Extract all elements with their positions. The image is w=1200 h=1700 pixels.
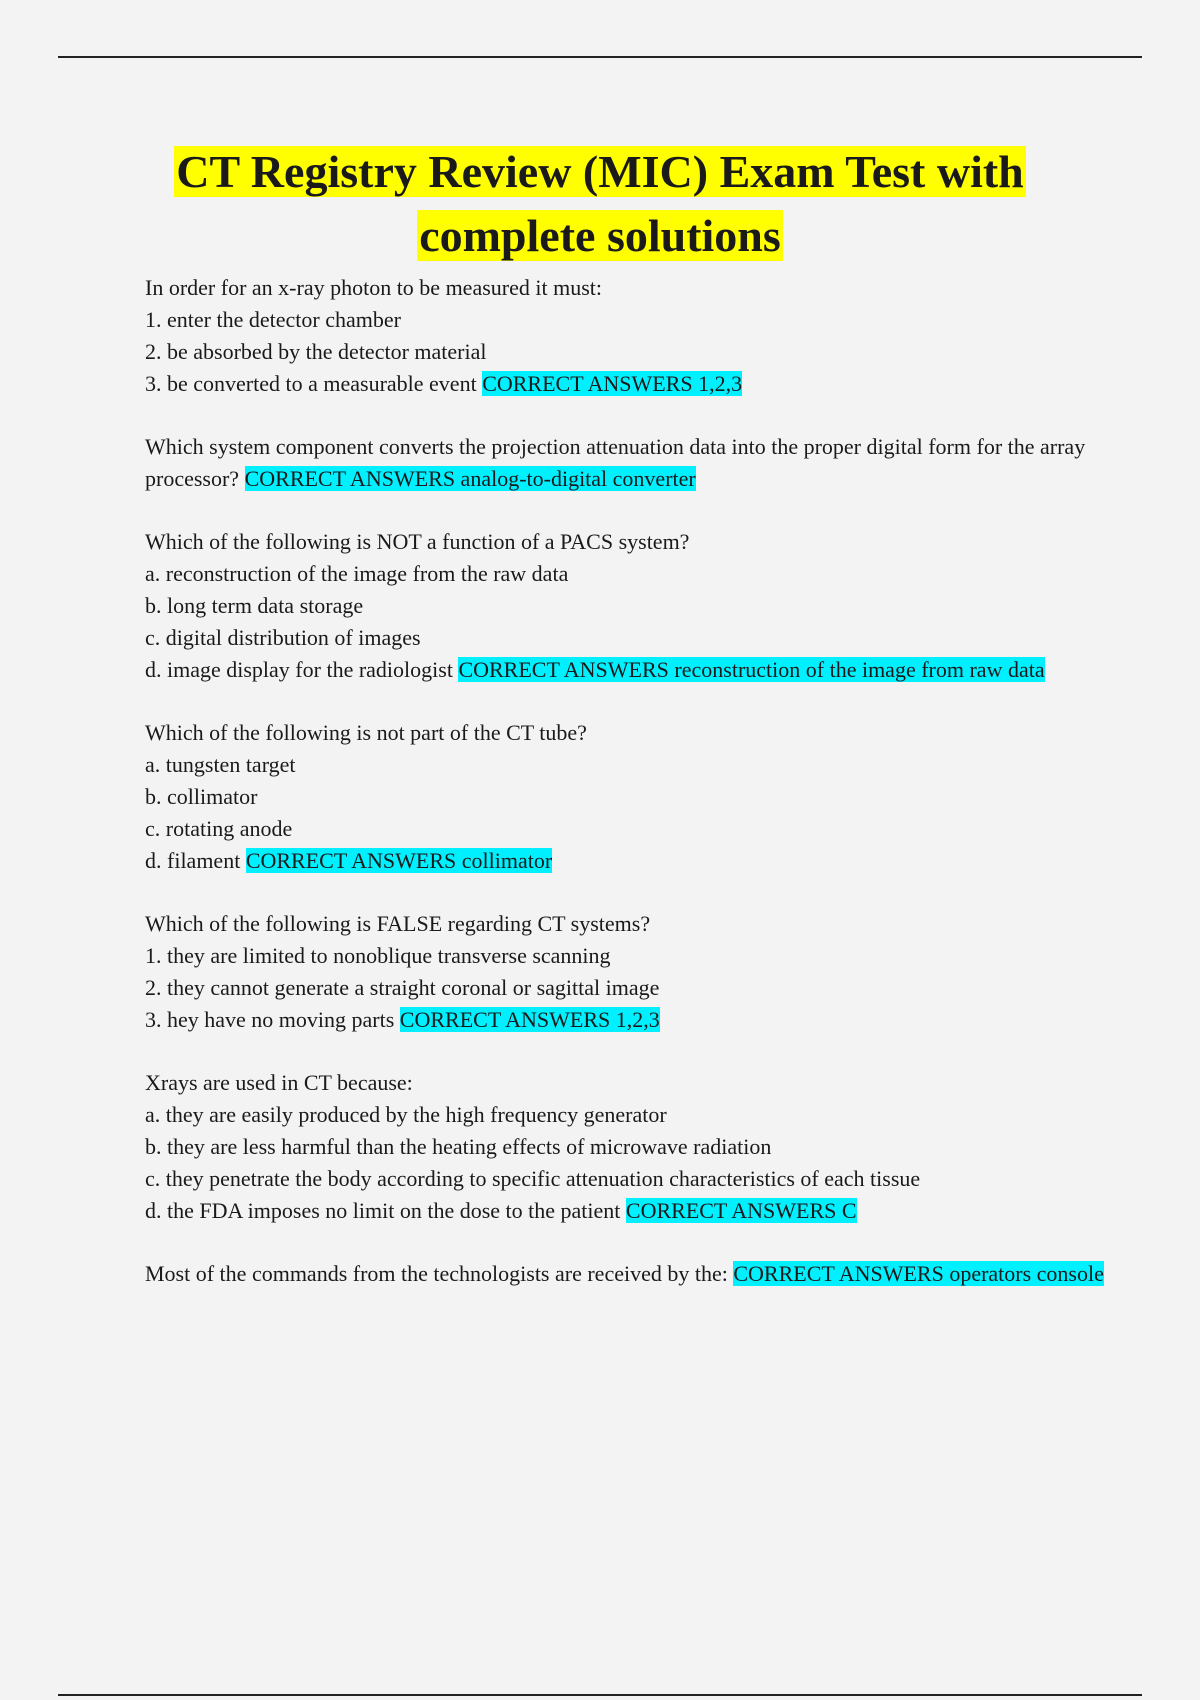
answer-option: b. long term data storage [145, 593, 364, 618]
answer-option: 3. be converted to a measurable event [145, 371, 477, 396]
answer-option: c. digital distribution of images [145, 625, 421, 650]
question-prompt-line [145, 526, 1105, 558]
answer-option-line [145, 654, 1105, 686]
answer-option-line [145, 1163, 1105, 1195]
answer-option: 3. hey have no moving parts [145, 1007, 395, 1032]
answer-option-line [145, 1195, 1105, 1227]
header-rule [58, 56, 1142, 58]
correct-answer: CORRECT ANSWERS operators console [733, 1261, 1104, 1286]
correct-answer: CORRECT ANSWERS 1,2,3 [399, 1007, 660, 1032]
question-block [145, 1258, 1105, 1290]
question-prompt-line [145, 717, 1105, 749]
question-block [145, 272, 1105, 400]
answer-option: c. they penetrate the body according to specific attenuation characteristics of each tissue [145, 1166, 921, 1191]
question-prompt: Xrays are used in CT because: [145, 1070, 413, 1095]
answer-option-line [145, 940, 1105, 972]
question-prompt-line [145, 908, 1105, 940]
answer-option: c. rotating anode [145, 816, 293, 841]
answer-option: 1. enter the detector chamber [145, 307, 401, 332]
answer-option: a. reconstruction of the image from the raw data [145, 561, 569, 586]
answer-option: 1. they are limited to nonoblique transverse scanning [145, 943, 611, 968]
answer-option-line [145, 1004, 1105, 1036]
answer-option: d. filament [145, 848, 241, 873]
correct-answer: CORRECT ANSWERS analog-to-digital converter [244, 466, 696, 491]
answer-option: 2. be absorbed by the detector material [145, 339, 487, 364]
question-prompt: Which of the following is not part of the CT tube? [145, 720, 587, 745]
answer-option-line [145, 304, 1105, 336]
question-list [145, 272, 1105, 1321]
answer-option-line [145, 1131, 1105, 1163]
question-block [145, 717, 1105, 877]
answer-option-line [145, 368, 1105, 400]
answer-option: a. tungsten target [145, 752, 296, 777]
title-line-1: CT Registry Review (MIC) Exam Test with [176, 146, 1024, 197]
question-block [145, 1067, 1105, 1227]
answer-option: d. the FDA imposes no limit on the dose to the patient [145, 1198, 621, 1223]
question-block [145, 526, 1105, 686]
question-block [145, 431, 1105, 495]
answer-option-line [145, 558, 1105, 590]
answer-option: b. collimator [145, 784, 258, 809]
answer-option-line [145, 845, 1105, 877]
correct-answer: CORRECT ANSWERS C [625, 1198, 857, 1223]
correct-answer: CORRECT ANSWERS collimator [245, 848, 553, 873]
document-title [100, 140, 1100, 268]
question-prompt-line [145, 1258, 1105, 1290]
answer-option: d. image display for the radiologist [145, 657, 453, 682]
correct-answer: CORRECT ANSWERS 1,2,3 [482, 371, 743, 396]
answer-option: a. they are easily produced by the high frequency generator [145, 1102, 667, 1127]
answer-option: b. they are less harmful than the heating effects of microwave radiation [145, 1134, 772, 1159]
answer-option: 2. they cannot generate a straight coronal or sagittal image [145, 975, 660, 1000]
question-prompt: Which of the following is NOT a function of a PACS system? [145, 529, 690, 554]
question-prompt: Most of the commands from the technologists are received by the: [145, 1261, 728, 1286]
question-prompt: Which of the following is FALSE regarding CT systems? [145, 911, 651, 936]
question-block [145, 908, 1105, 1036]
question-prompt-line [145, 1067, 1105, 1099]
answer-option-line [145, 590, 1105, 622]
answer-option-line [145, 972, 1105, 1004]
footer-rule [58, 1694, 1142, 1696]
question-prompt: Which system component converts the projection attenuation data into the proper digital form for the array processor? [145, 434, 1086, 491]
answer-option-line [145, 813, 1105, 845]
question-prompt-line [145, 431, 1105, 495]
answer-option-line [145, 1099, 1105, 1131]
answer-option-line [145, 749, 1105, 781]
answer-option-line [145, 781, 1105, 813]
correct-answer: CORRECT ANSWERS reconstruction of the image from raw data [458, 657, 1045, 682]
answer-option-line [145, 336, 1105, 368]
title-line-2: complete solutions [419, 210, 781, 261]
answer-option-line [145, 622, 1105, 654]
question-prompt: In order for an x-ray photon to be measured it must: [145, 275, 602, 300]
question-prompt-line [145, 272, 1105, 304]
